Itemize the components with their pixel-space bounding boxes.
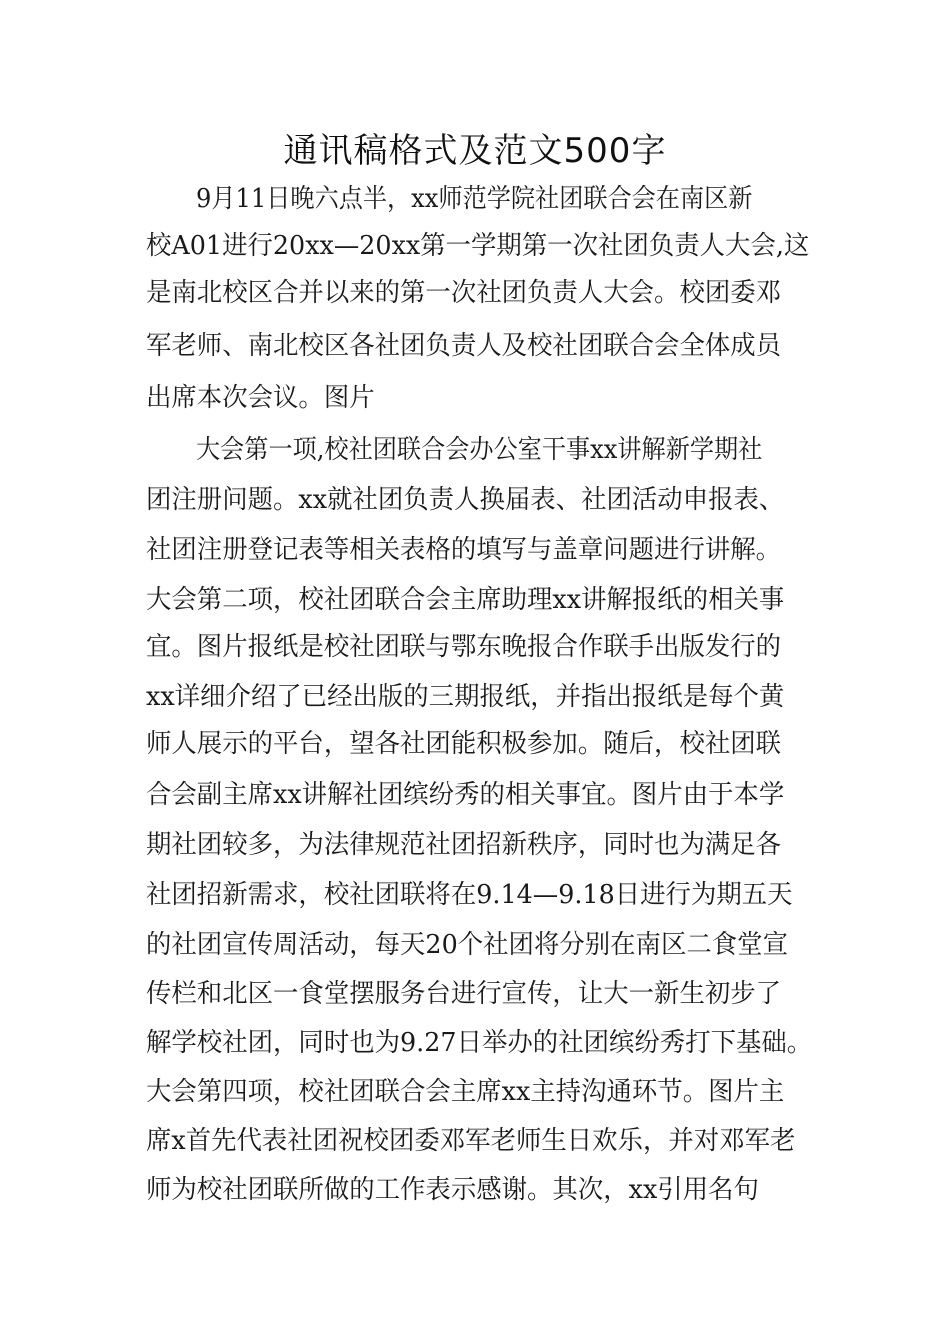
body-line-20: 席x首先代表社团祝校团委邓军老师生日欢乐，并对邓军老 [146,1126,796,1156]
body-line-15: 社团招新需求，校社团联将在9.14—9.18日进行为期五天 [146,880,793,910]
body-line-4: 军老师、南北校区各社团负责人及校社团联合会全体成员 [146,331,782,361]
body-line-21: 师为校社团联所做的工作表示感谢。其次，xx引用名句 [146,1175,759,1205]
body-line-8: 社团注册登记表等相关表格的填写与盖章问题进行讲解。 [146,535,782,565]
body-line-16: 的社团宣传周活动，每天20个社团将分别在南区二食堂宣 [146,930,788,960]
body-line-3: 是南北校区合并以来的第一次社团负责人大会。校团委邓 [146,278,782,308]
body-line-2: 校A01进行20xx—20xx第一学期第一次社团负责人大会,这 [146,231,810,261]
body-line-17: 传栏和北区一食堂摆服务台进行宣传，让大一新生初步了 [146,979,782,1009]
body-line-18: 解学校社团，同时也为9.27日举办的社团缤纷秀打下基础。 [146,1028,813,1058]
body-line-9: 大会第二项，校社团联合会主席助理xx讲解报纸的相关事 [146,585,785,615]
body-line-11: xx详细介绍了已经出版的三期报纸，并指出报纸是每个黄 [146,682,785,712]
body-line-13: 合会副主席xx讲解社团缤纷秀的相关事宜。图片由于本学 [146,780,785,810]
body-line-1: 9月11日晚六点半，xx师范学院社团联合会在南区新 [196,184,753,214]
body-line-14: 期社团较多，为法律规范社团招新秩序，同时也为满足各 [146,830,782,860]
body-line-10: 宜。图片报纸是校社团联与鄂东晚报合作联手出版发行的 [146,632,782,662]
body-line-19: 大会第四项，校社团联合会主席xx主持沟通环节。图片主 [146,1077,785,1107]
body-line-12: 师人展示的平台，望各社团能积极参加。随后，校社团联 [146,729,782,759]
body-line-5: 出席本次会议。图片 [146,383,375,413]
body-line-7: 团注册问题。xx就社团负责人换届表、社团活动申报表、 [146,485,785,515]
document-title: 通讯稿格式及范文500字 [283,131,667,171]
body-line-6: 大会第一项,校社团联合会办公室干事xx讲解新学期社 [196,435,763,465]
